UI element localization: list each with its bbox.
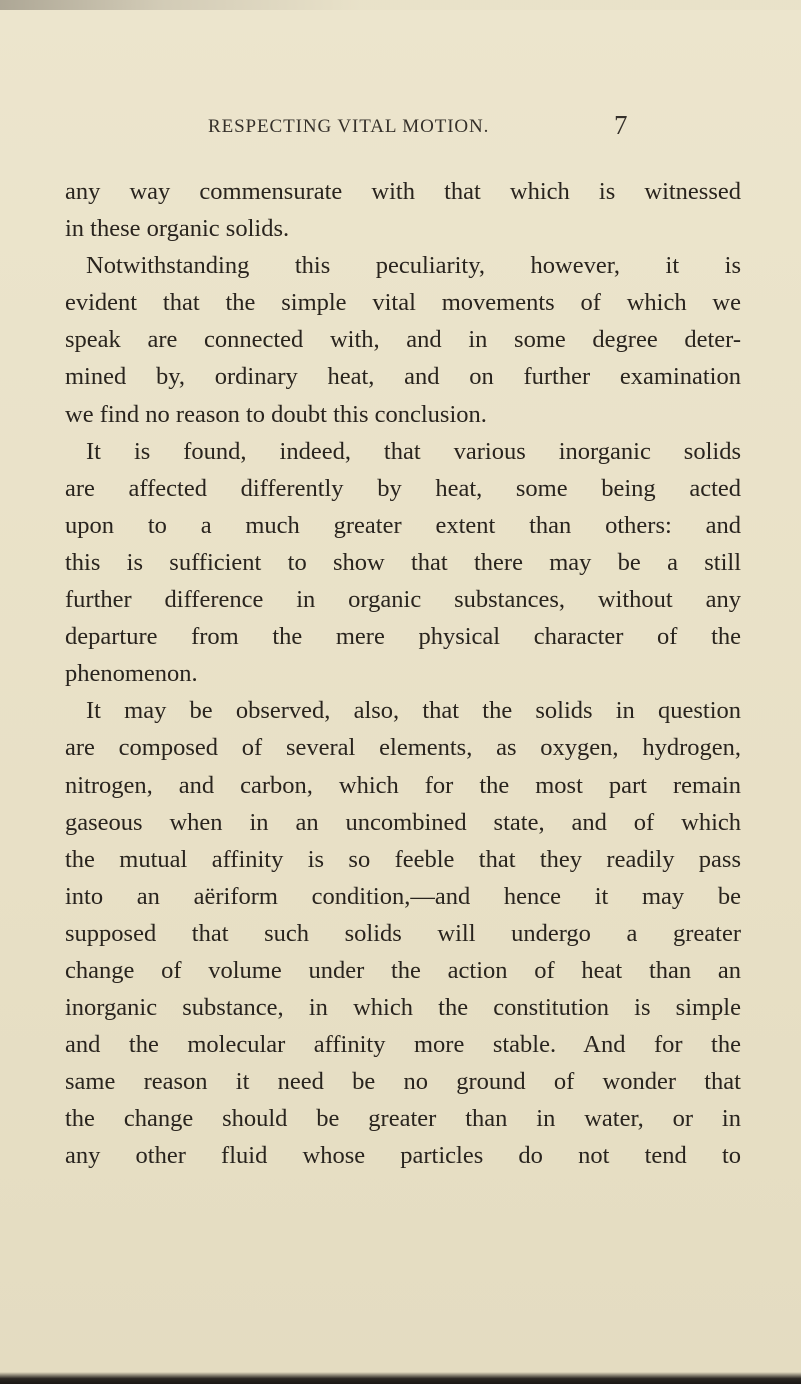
text-line: speak are connected with, and in some degree deter- (65, 326, 741, 354)
text-line: further difference in organic substances, without any (65, 586, 741, 614)
text-line: upon to a much greater extent than others: and (65, 511, 741, 539)
text-line: nitrogen, and carbon, which for the most part remain (65, 771, 741, 799)
text-line: evident that the simple vital movements of which we (65, 289, 741, 317)
text-line: are composed of several elements, as oxygen, hydrogen, (65, 734, 741, 762)
text-line: we find no reason to doubt this conclusion. (65, 400, 487, 428)
text-line: same reason it need be no ground of wonder that (65, 1068, 741, 1096)
text-line: are affected differently by heat, some being acted (65, 474, 741, 502)
text-line: phenomenon. (65, 660, 198, 688)
text-line: It is found, indeed, that various inorganic solids (86, 437, 741, 465)
text-line: Notwithstanding this peculiarity, however, it is (86, 252, 741, 280)
text-line: It may be observed, also, that the solids in question (86, 697, 741, 725)
text-line: in these organic solids. (65, 215, 290, 243)
running-head: RESPECTING VITAL MOTION. (208, 116, 490, 137)
body-text (65, 173, 741, 1175)
text-line: any way commensurate with that which is witnessed (65, 178, 741, 205)
text-line: supposed that such solids will undergo a greater (65, 919, 741, 947)
text-line: the change should be greater than in water, or in (65, 1105, 741, 1133)
text-line: departure from the mere physical character of the (65, 623, 741, 651)
text-line: this is sufficient to show that there may be a still (65, 548, 741, 576)
page-header (0, 110, 801, 146)
text-line: any other fluid whose particles do not tend to (65, 1142, 741, 1170)
text-line: and the molecular affinity more stable. And for the (65, 1031, 741, 1059)
text-line: gaseous when in an uncombined state, and of which (65, 808, 741, 836)
text-line: inorganic substance, in which the constitution is simple (65, 994, 741, 1022)
page-bottom-edge (0, 1372, 801, 1384)
page-top-shadow (0, 0, 801, 10)
page-number: 7 (614, 110, 628, 140)
text-line: into an aëriform condition,—and hence it may be (65, 882, 741, 910)
text-line: the mutual affinity is so feeble that they readily pass (65, 845, 741, 873)
text-line: mined by, ordinary heat, and on further examination (65, 363, 741, 391)
text-line: change of volume under the action of heat than an (65, 956, 741, 984)
